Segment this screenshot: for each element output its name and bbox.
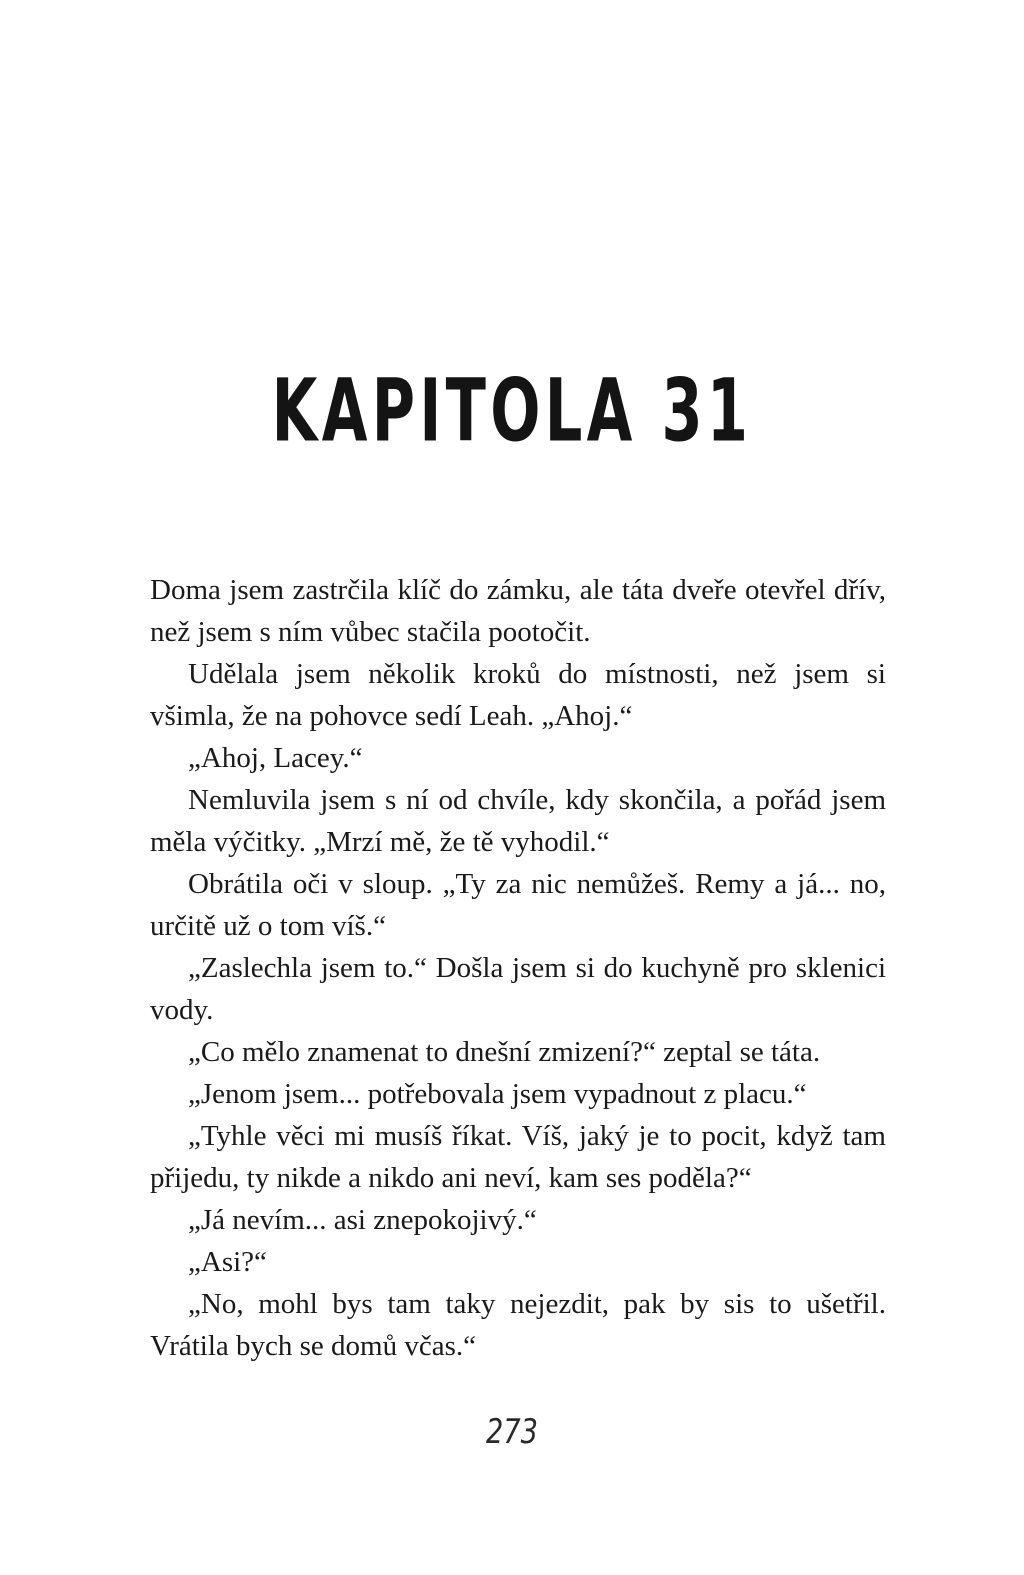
paragraph: „No, mohl bys tam taky nejezdit, pak by sis to ušetřil. Vrátila bych se domů včas.“ — [150, 1288, 886, 1362]
page-number: 273 — [486, 1412, 538, 1452]
paragraph: „Asi?“ — [188, 1246, 267, 1278]
paragraph: Udělala jsem několik kroků do místnosti, než jsem si všimla, že na pohovce sedí Leah. „Ahoj.“ — [150, 658, 886, 732]
chapter-title: KAPITOLA 31 — [271, 361, 753, 462]
paragraph: Nemluvila jsem s ní od chvíle, kdy skončila, a pořád jsem měla výčitky. „Mrzí mě, že tě vyhodil.“ — [150, 784, 886, 858]
paragraph: „Ahoj, Lacey.“ — [188, 742, 363, 774]
paragraph: „Tyhle věci mi musíš říkat. Víš, jaký je to pocit, když tam přijedu, ty nikde a nikdo ani neví, kam ses poděla?“ — [150, 1120, 886, 1194]
paragraph: „Já nevím... asi znepokojivý.“ — [188, 1204, 537, 1236]
paragraph: „Jenom jsem... potřebovala jsem vypadnout z placu.“ — [188, 1078, 807, 1110]
paragraph: „Zaslechla jsem to.“ Došla jsem si do kuchyně pro sklenici vody. — [150, 952, 886, 1026]
paragraph: Doma jsem zastrčila klíč do zámku, ale táta dveře otevřel dřív, než jsem s ním vůbec stačila pootočit. — [150, 574, 886, 648]
chapter-body — [150, 569, 886, 1367]
paragraph: Obrátila oči v sloup. „Ty za nic nemůžeš. Remy a já... no, určitě už o tom víš.“ — [150, 868, 886, 942]
paragraph: „Co mělo znamenat to dnešní zmizení?“ zeptal se táta. — [188, 1036, 821, 1068]
